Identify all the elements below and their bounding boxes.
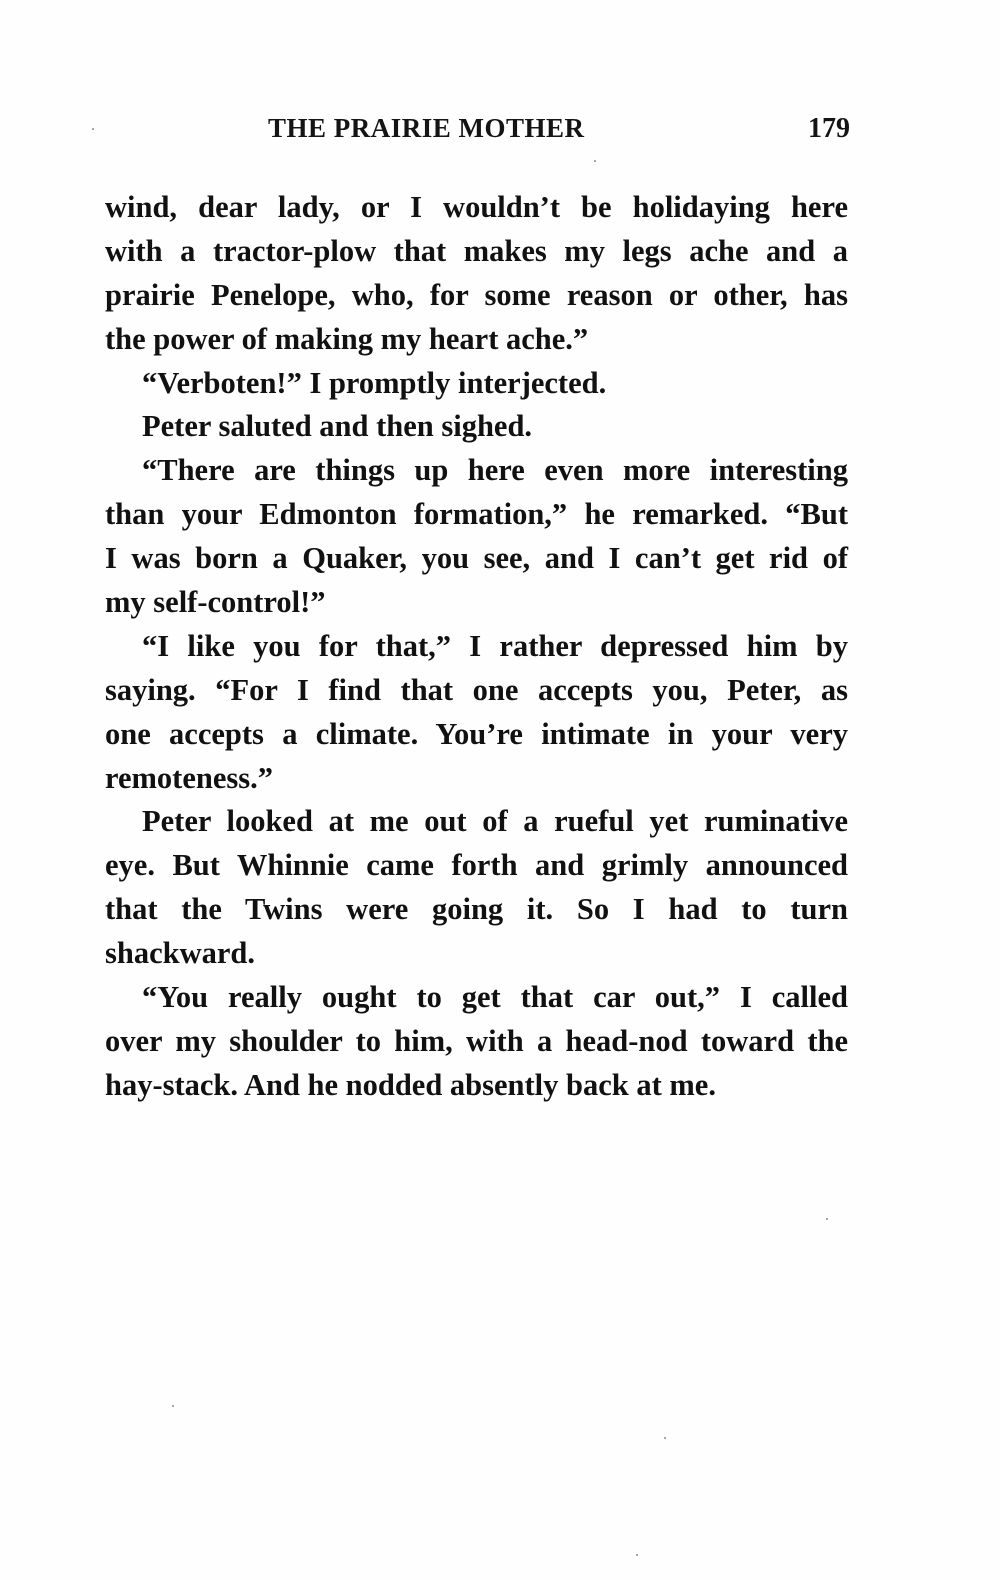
text-line: shackward.: [105, 936, 255, 971]
text-line: over my shoulder to him, with a head-nod toward the: [105, 1023, 848, 1058]
scan-speck: [664, 1437, 666, 1439]
text-line: “Verboten!” I promptly interjected.: [142, 365, 607, 400]
text-line: my self-control!”: [105, 585, 326, 620]
text-line: “I like you for that,” I rather depressed him by: [142, 628, 848, 663]
text-line: that the Twins were going it. So I had to turn: [105, 892, 848, 927]
text-line: Peter saluted and then sighed.: [142, 409, 533, 444]
running-head: [100, 113, 850, 153]
text-line: than your Edmonton formation,” he remarked. “But: [105, 497, 848, 532]
text-line: saying. “For I find that one accepts you, Peter, as: [105, 672, 848, 707]
text-line: wind, dear lady, or I wouldn’t be holidaying here: [105, 190, 848, 224]
text-line: eye. But Whinnie came forth and grimly announced: [105, 848, 848, 883]
text-line: with a tractor-plow that makes my legs ache and a: [105, 233, 848, 268]
text-line: I was born a Quaker, you see, and I can’t get rid of: [105, 541, 848, 576]
scan-speck: [594, 160, 596, 162]
scan-speck: [172, 1405, 174, 1407]
text-line: hay-stack. And he nodded absently back at me.: [105, 1067, 716, 1102]
scan-speck: [636, 1554, 638, 1556]
text-line: the power of making my heart ache.”: [105, 321, 589, 356]
text-line: “You really ought to get that car out,” I called: [142, 980, 848, 1015]
scan-speck: [92, 128, 94, 130]
text-line: Peter looked at me out of a rueful yet ruminative: [142, 804, 848, 839]
page-number: 179: [808, 113, 850, 144]
text-line: “There are things up here even more interesting: [142, 453, 848, 488]
text-line: remoteness.”: [105, 760, 273, 795]
text-line: prairie Penelope, who, for some reason or other, has: [105, 277, 848, 312]
scan-speck: [826, 1218, 828, 1220]
text-line: one accepts a climate. You’re intimate in your very: [105, 716, 848, 751]
running-title: THE PRAIRIE MOTHER: [268, 113, 585, 143]
body-text: [105, 186, 848, 1108]
